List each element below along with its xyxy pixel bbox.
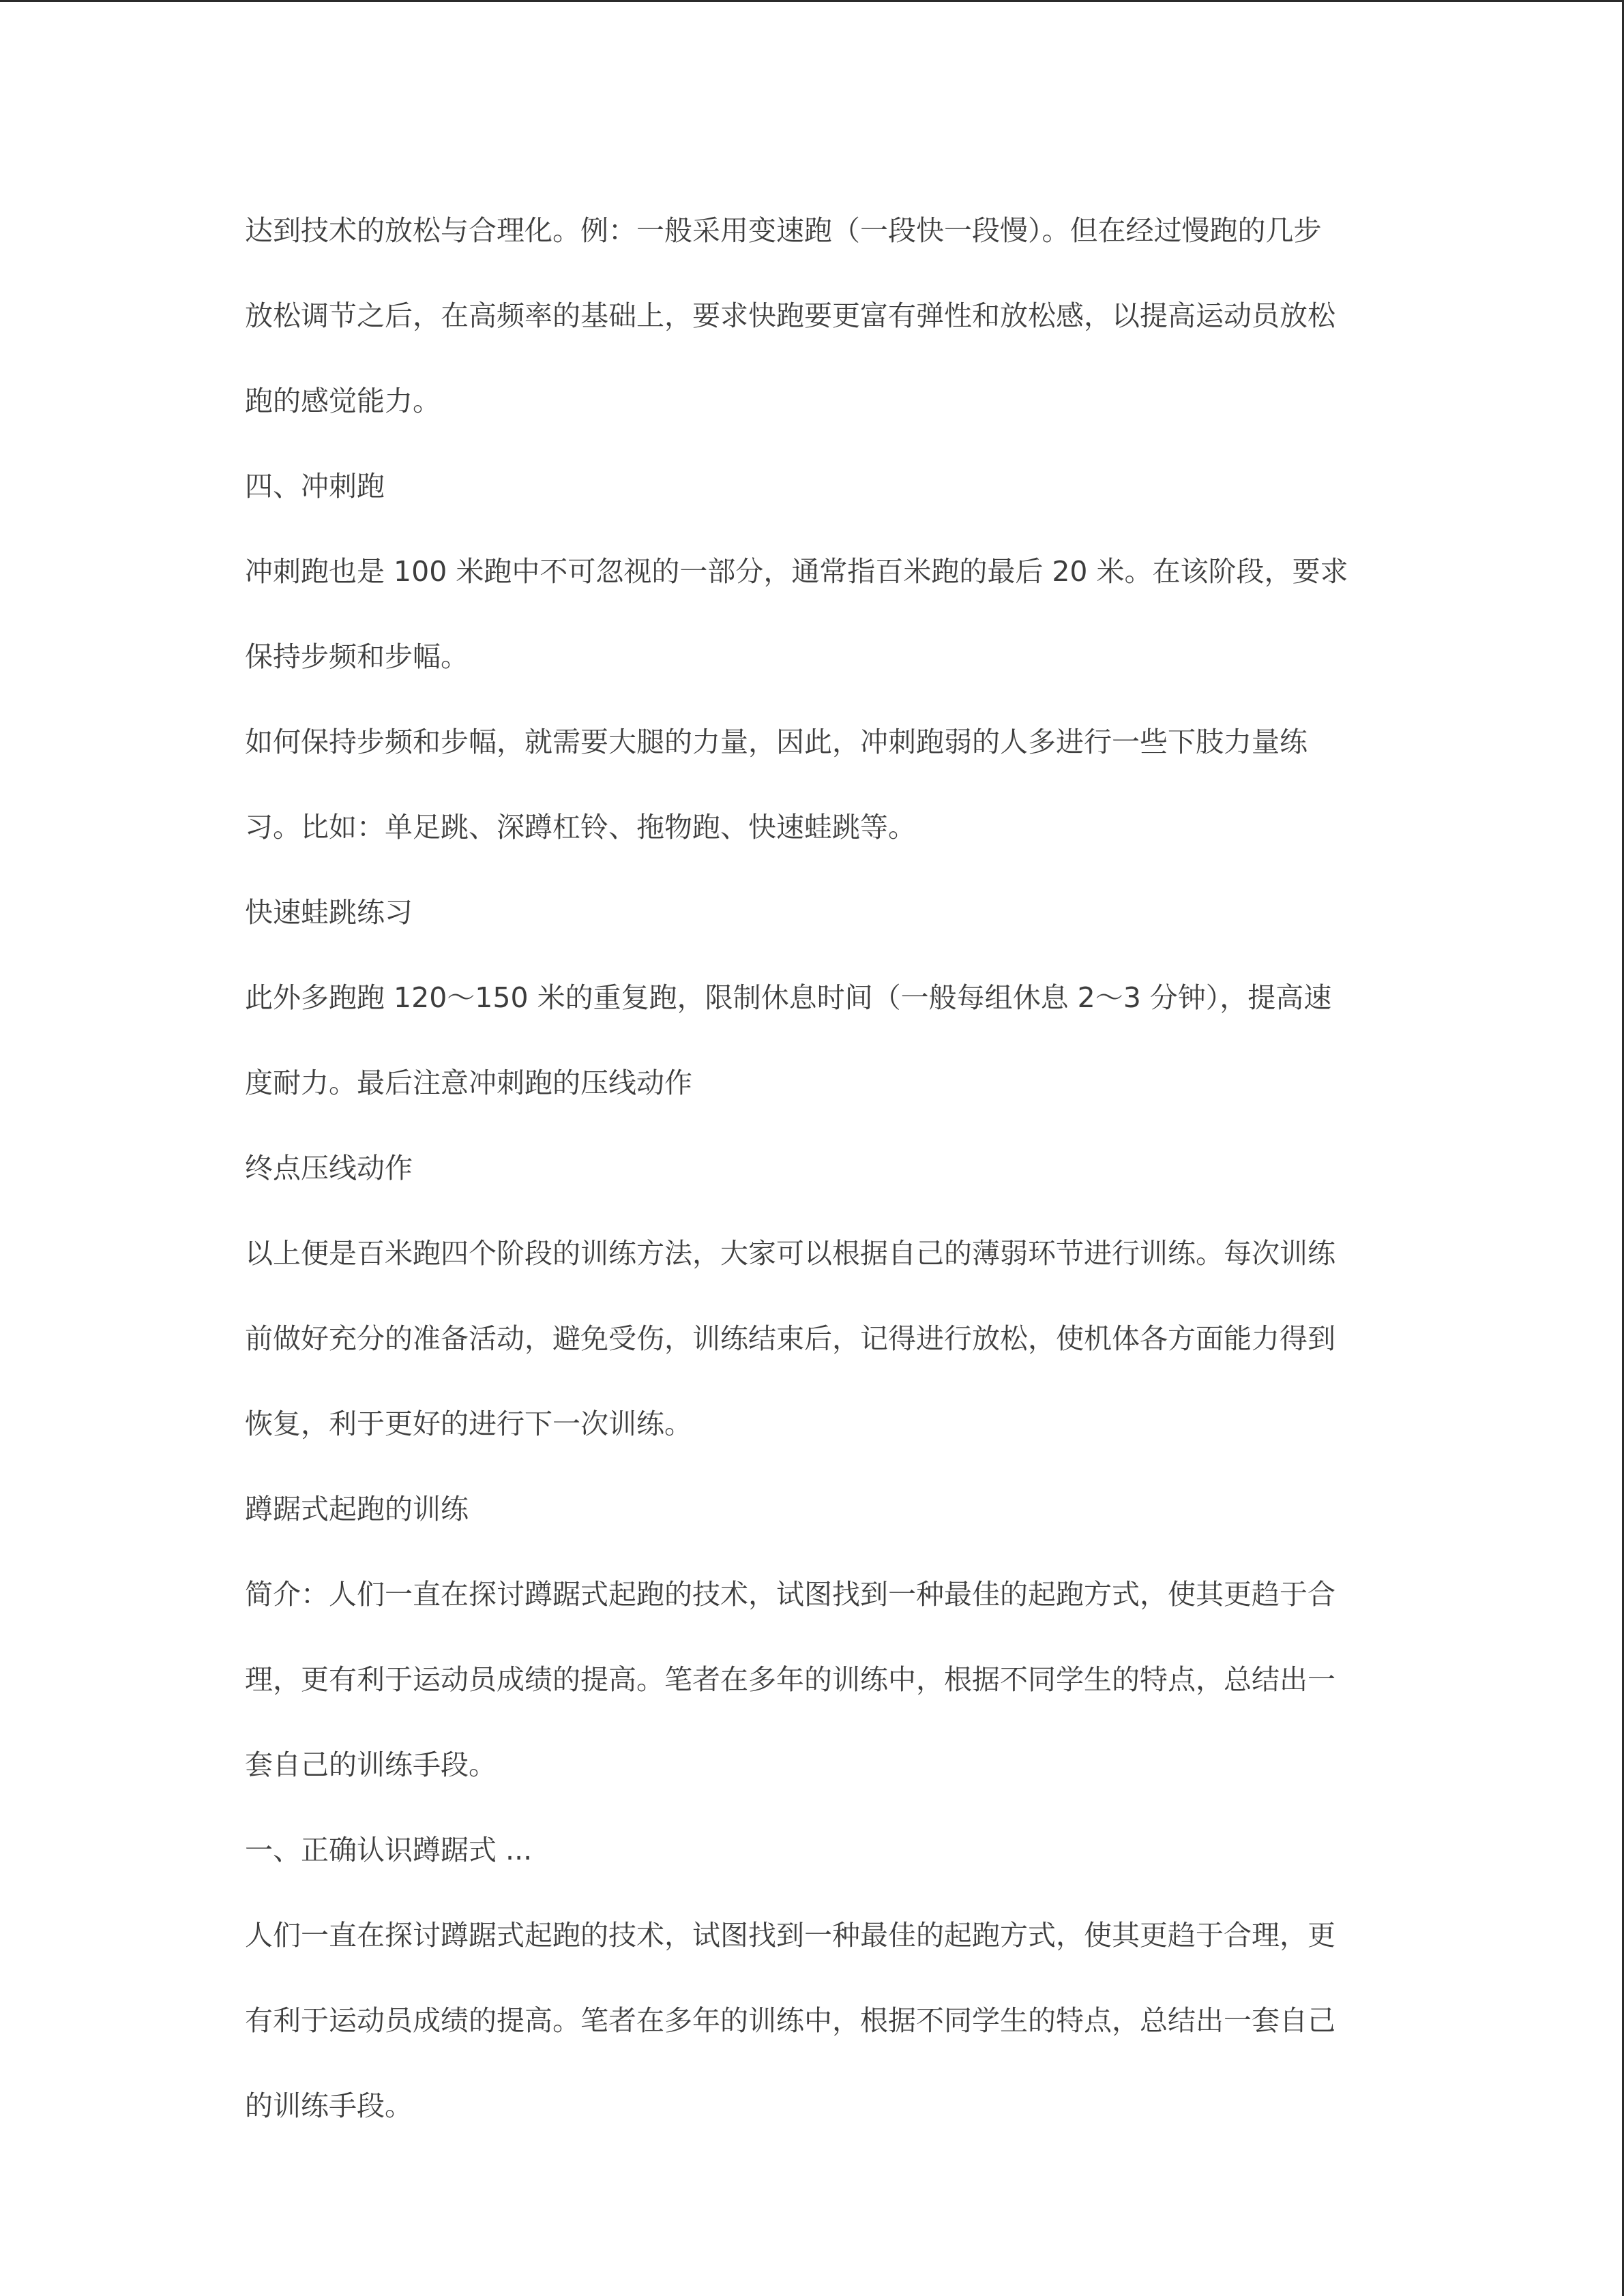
section-heading: 四、冲刺跑 [245,470,385,503]
document-body [245,188,1370,2149]
text-line: 习。比如：单足跳、深蹲杠铃、拖物跑、快速蛙跳等。 [245,811,916,844]
text-line: 达到技术的放松与合理化。例：一般采用变速跑（一段快一段慢）。但在经过慢跑的几步 [245,214,1322,247]
text-line: 保持步频和步幅。 [245,640,469,673]
text-line: 放松调节之后，在高频率的基础上，要求快跑要更富有弹性和放松感，以提高运动员放松 [245,299,1335,332]
text-line: 前做好充分的准备活动，避免受伤，训练结束后，记得进行放松，使机体各方面能力得到 [245,1322,1335,1355]
text-line: 如何保持步频和步幅，就需要大腿的力量，因此，冲刺跑弱的人多进行一些下肢力量练 [245,726,1308,758]
text-line: 套自己的训练手段。 [245,1748,497,1781]
text-line: 度耐力。最后注意冲刺跑的压线动作 [245,1067,692,1099]
text-line: 跑的感觉能力。 [245,385,441,417]
text-line: 人们一直在探讨蹲踞式起跑的技术，试图找到一种最佳的起跑方式，使其更趋于合理，更 [245,1919,1335,1952]
caption-line: 终点压线动作 [245,1152,413,1184]
section-heading: 蹲踞式起跑的训练 [245,1493,469,1525]
text-line: 此外多跑跑 120～150 米的重复跑，限制休息时间（一般每组休息 2～3 分钟），提高速 [245,981,1332,1014]
text-line: 恢复，利于更好的进行下一次训练。 [245,1407,692,1440]
text-line: 的训练手段。 [245,2089,413,2122]
caption-line: 快速蛙跳练习 [245,896,413,929]
text-line: 有利于运动员成绩的提高。笔者在多年的训练中，根据不同学生的特点，总结出一套自己 [245,2004,1335,2037]
section-heading: 一、正确认识蹲踞式 ... [245,1834,533,1866]
text-line: 理，更有利于运动员成绩的提高。笔者在多年的训练中，根据不同学生的特点，总结出一 [245,1663,1335,1696]
text-line: 以上便是百米跑四个阶段的训练方法，大家可以根据自己的薄弱环节进行训练。每次训练 [245,1237,1335,1270]
text-line: 冲刺跑也是 100 米跑中不可忽视的一部分，通常指百米跑的最后 20 米。在该阶段，要求 [245,555,1348,588]
text-line: 简介：人们一直在探讨蹲踞式起跑的技术，试图找到一种最佳的起跑方式，使其更趋于合 [245,1578,1335,1611]
